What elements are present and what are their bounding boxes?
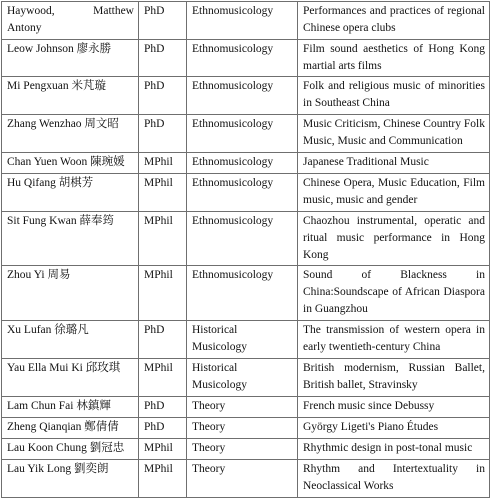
research-area-cell: Historical Musicology (187, 321, 298, 359)
table-row (2, 321, 490, 359)
table-row (2, 460, 490, 498)
table-row (2, 2, 490, 40)
table-row (2, 40, 490, 77)
table-row (2, 212, 490, 266)
student-name-cell: Mi Pengxuan 米芃璇 (2, 77, 139, 115)
table-row (2, 418, 490, 439)
student-name-cell: Xu Lufan 徐璐凡 (2, 321, 139, 359)
student-name-cell: Zhou Yi 周易 (2, 266, 139, 321)
student-name-cell: Zhang Wenzhao 周文昭 (2, 115, 139, 153)
student-name-cell: Sit Fung Kwan 薛奉筠 (2, 212, 139, 266)
research-topic-cell: Music Criticism, Chinese Country Folk Music, Music and Communication (298, 115, 490, 153)
degree-cell: MPhil (139, 460, 187, 498)
research-topic-cell: Chaozhou instrumental, operatic and ritual music performance in Hong Kong (298, 212, 490, 266)
student-name-part: Matthew (93, 5, 134, 17)
student-name-line (7, 3, 134, 20)
table-row (2, 439, 490, 460)
student-name-cell: Hu Qifang 胡棋芳 (2, 174, 139, 212)
degree-cell: PhD (139, 2, 187, 40)
research-topic-cell: French music since Debussy (298, 397, 490, 418)
research-topic-cell: British modernism, Russian Ballet, British ballet, Stravinsky (298, 359, 490, 397)
research-area-cell: Ethnomusicology (187, 174, 298, 212)
table-row (2, 359, 490, 397)
research-area-cell: Theory (187, 397, 298, 418)
student-name-cell: Yau Ella Mui Ki 邱玫琪 (2, 359, 139, 397)
students-table (1, 1, 490, 498)
table-row (2, 266, 490, 321)
student-name-cell: Lau Yik Long 劉奕朗 (2, 460, 139, 498)
research-area-cell: Theory (187, 460, 298, 498)
research-topic-cell: Sound of Blackness in China:Soundscape of African Diaspora in Guangzhou (298, 266, 490, 321)
research-topic-cell: The transmission of western opera in early twentieth-century China (298, 321, 490, 359)
degree-cell: PhD (139, 418, 187, 439)
degree-cell: PhD (139, 40, 187, 77)
research-topic-cell: Film sound aesthetics of Hong Kong martial arts films (298, 40, 490, 77)
research-area-cell: Ethnomusicology (187, 40, 298, 77)
research-area-cell: Ethnomusicology (187, 212, 298, 266)
student-name-cell: Leow Johnson 廖永勝 (2, 40, 139, 77)
research-topic-cell: Performances and practices of regional Chinese opera clubs (298, 2, 490, 40)
table-row (2, 115, 490, 153)
research-topic-cell: Japanese Traditional Music (298, 153, 490, 174)
research-topic-cell: Chinese Opera, Music Education, Film music, music and gender (298, 174, 490, 212)
degree-cell: MPhil (139, 153, 187, 174)
table-row (2, 77, 490, 115)
research-topic-cell: Folk and religious music of minorities in Southeast China (298, 77, 490, 115)
research-topic-cell: György Ligeti's Piano Études (298, 418, 490, 439)
degree-cell: MPhil (139, 439, 187, 460)
research-area-cell: Ethnomusicology (187, 266, 298, 321)
degree-cell: MPhil (139, 174, 187, 212)
degree-cell: PhD (139, 115, 187, 153)
student-name-cell: Lam Chun Fai 林鎮輝 (2, 397, 139, 418)
research-area-cell: Historical Musicology (187, 359, 298, 397)
student-name-cell (2, 2, 139, 40)
research-area-cell: Theory (187, 418, 298, 439)
research-area-cell: Ethnomusicology (187, 153, 298, 174)
degree-cell: PhD (139, 397, 187, 418)
table-row (2, 174, 490, 212)
student-name-cell: Lau Koon Chung 劉冠忠 (2, 439, 139, 460)
research-area-cell: Ethnomusicology (187, 115, 298, 153)
degree-cell: MPhil (139, 359, 187, 397)
research-area-cell: Theory (187, 439, 298, 460)
research-area-cell: Ethnomusicology (187, 2, 298, 40)
degree-cell: MPhil (139, 266, 187, 321)
degree-cell: PhD (139, 321, 187, 359)
student-name-part: Antony (7, 22, 42, 34)
research-topic-cell: Rhythm and Intertextuality in Neoclassical Works (298, 460, 490, 498)
student-name-part: Haywood, (7, 5, 55, 17)
research-area-cell: Ethnomusicology (187, 77, 298, 115)
student-name-cell: Chan Yuen Woon 陳琬媛 (2, 153, 139, 174)
research-topic-cell: Rhythmic design in post-tonal music (298, 439, 490, 460)
student-name-cell: Zheng Qianqian 鄭倩倩 (2, 418, 139, 439)
degree-cell: MPhil (139, 212, 187, 266)
table-row (2, 153, 490, 174)
table-row (2, 397, 490, 418)
degree-cell: PhD (139, 77, 187, 115)
